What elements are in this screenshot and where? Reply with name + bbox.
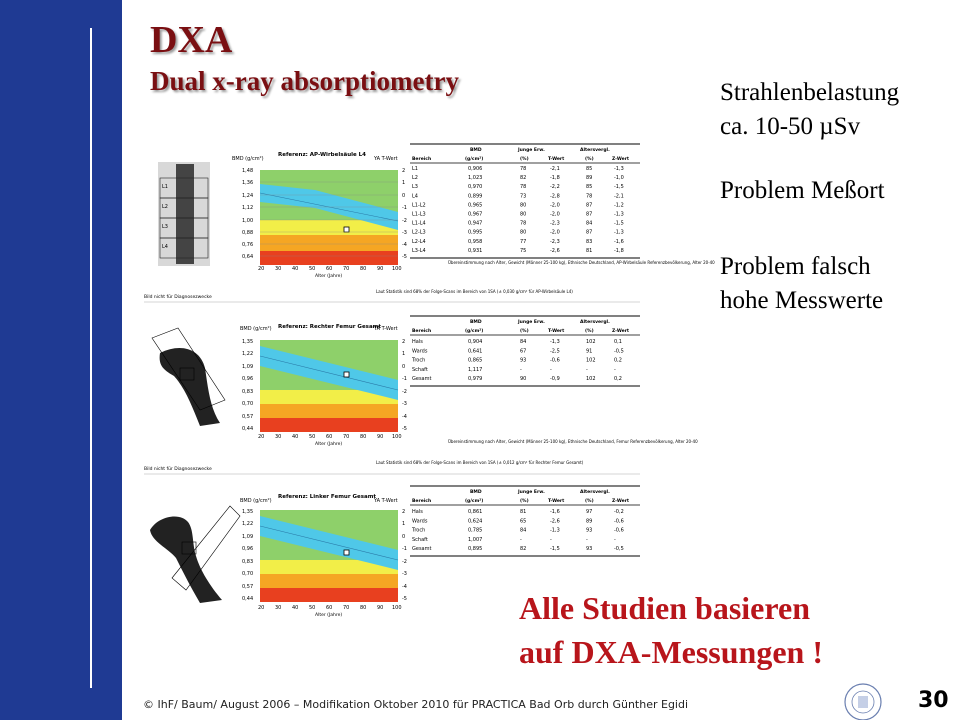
right-femur-chart-title: Referenz: Rechter Femur Gesamt bbox=[278, 324, 382, 330]
rf-ytick: 0,96 bbox=[242, 376, 254, 382]
spine-ytick: 1,48 bbox=[242, 168, 254, 174]
rf-xtick: 20 bbox=[258, 434, 265, 440]
table-cell: 75 bbox=[520, 247, 527, 254]
table-cell: - bbox=[550, 536, 552, 543]
table-cell: 0,895 bbox=[468, 546, 483, 553]
lf-ttick: -1 bbox=[402, 546, 407, 552]
spine-ytick: 0,76 bbox=[242, 242, 254, 248]
table-cell: 1,023 bbox=[468, 175, 483, 182]
svg-text:BMD: BMD bbox=[470, 490, 482, 495]
table-cell: Troch bbox=[412, 527, 426, 534]
table-cell: Gesamt bbox=[412, 376, 432, 383]
table-cell: 89 bbox=[586, 518, 593, 525]
left-femur-results-table bbox=[410, 486, 640, 556]
table-cell: 102 bbox=[586, 357, 596, 364]
table-cell: 67 bbox=[520, 348, 527, 355]
spine-patient-marker bbox=[344, 227, 349, 232]
table-cell: 102 bbox=[586, 339, 596, 345]
right-femur-patient-marker bbox=[344, 372, 349, 377]
spine-xtick: 90 bbox=[377, 266, 384, 272]
table-cell: 85 bbox=[586, 184, 593, 191]
rf-ttick: 2 bbox=[402, 339, 406, 345]
conclusion-line: auf DXA-Messungen ! bbox=[519, 634, 823, 670]
table-cell: L3 bbox=[412, 184, 418, 191]
table-cell: 0,2 bbox=[614, 357, 622, 364]
table-cell: -2,0 bbox=[550, 202, 560, 209]
right-femur-band-orange bbox=[260, 404, 398, 418]
footer-copyright: © IhF/ Baum/ August 2006 – Modifikation Oktober 2010 für PRACTICA Bad Orb durch Günther Egidi bbox=[143, 698, 689, 711]
table-cell: 1,007 bbox=[468, 536, 483, 543]
rf-ytick: 0,57 bbox=[242, 414, 254, 420]
svg-text:Z-Wert: Z-Wert bbox=[612, 329, 630, 334]
spine-xlabel: Alter (Jahre) bbox=[315, 274, 343, 279]
lf-ytick: 1,35 bbox=[242, 509, 254, 515]
rf-xtick: 80 bbox=[360, 434, 367, 440]
table-cell: 80 bbox=[520, 202, 527, 209]
table-cell: 81 bbox=[586, 247, 593, 254]
spine-col-header: Bereich bbox=[412, 157, 432, 162]
table-cell: 87 bbox=[586, 229, 593, 236]
table-cell: 87 bbox=[586, 211, 593, 218]
table-cell: Wards bbox=[412, 348, 428, 355]
table-cell: 81 bbox=[520, 509, 527, 515]
spine-footnote1: Übereinstimmung nach Alter, Gewicht (Männer 25-100 kg), Ethnische Deutschland, AP-Wirbelsäule Referenzbevölkerung, Alter 20-40 bbox=[448, 260, 715, 265]
spine-xtick: 60 bbox=[326, 266, 333, 272]
rf-xtick: 70 bbox=[343, 434, 350, 440]
right-femur-tscore-label: YA T-Wert bbox=[374, 326, 398, 332]
table-cell: 80 bbox=[520, 229, 527, 236]
table-cell: 91 bbox=[586, 348, 593, 355]
table-cell: -1,5 bbox=[614, 184, 624, 191]
rf-ytick: 0,83 bbox=[242, 389, 254, 395]
right-femur-results-table bbox=[376, 316, 698, 465]
svg-text:(%): (%) bbox=[585, 157, 594, 162]
table-cell: 78 bbox=[520, 220, 527, 227]
table-cell: 93 bbox=[586, 546, 593, 553]
table-cell: -0,6 bbox=[614, 527, 624, 534]
spine-ttick: 2 bbox=[402, 168, 406, 174]
right-femur-band-red bbox=[260, 418, 398, 432]
rf-ytick: 1,35 bbox=[242, 339, 254, 345]
lf-ttick: 1 bbox=[402, 521, 406, 527]
table-cell: -2,8 bbox=[550, 193, 560, 200]
table-cell: - bbox=[586, 536, 588, 543]
conclusion-line: Alle Studien basieren bbox=[519, 590, 810, 626]
lf-ttick: -2 bbox=[402, 559, 407, 565]
spine-results-table bbox=[376, 144, 715, 294]
svg-text:(g/cm²): (g/cm²) bbox=[465, 329, 484, 334]
table-cell: Schaft bbox=[412, 366, 428, 373]
table-cell: Troch bbox=[412, 357, 426, 364]
rf-ttick: 1 bbox=[402, 351, 406, 357]
table-cell: - bbox=[586, 366, 588, 373]
lf-ytick: 0,83 bbox=[242, 559, 254, 565]
rf-xtick: 100 bbox=[392, 434, 402, 440]
table-cell: -1,3 bbox=[614, 166, 624, 172]
table-cell: -2,3 bbox=[550, 220, 560, 227]
table-cell: 78 bbox=[586, 193, 593, 200]
table-cell: L3-L4 bbox=[412, 247, 426, 254]
lf-ttick: -5 bbox=[402, 596, 407, 602]
institute-seal-logo bbox=[838, 680, 888, 720]
table-cell: -2,2 bbox=[550, 184, 560, 191]
table-cell: 90 bbox=[520, 376, 527, 383]
spine-band-red bbox=[260, 251, 398, 265]
table-cell: 0,904 bbox=[468, 339, 483, 345]
svg-text:Z-Wert: Z-Wert bbox=[612, 157, 630, 162]
right-femur-bmd-axis-label: BMD (g/cm²) bbox=[240, 326, 272, 332]
table-cell: 0,2 bbox=[614, 376, 622, 383]
table-cell: -0,6 bbox=[614, 518, 624, 525]
spine-chart-title: Referenz: AP-Wirbelsäule L4 bbox=[278, 152, 366, 158]
table-cell: -0,6 bbox=[550, 357, 560, 364]
left-femur-chart-title: Referenz: Linker Femur Gesamt bbox=[278, 494, 377, 500]
table-cell: -1,3 bbox=[550, 339, 560, 345]
table-cell: -2,3 bbox=[550, 238, 560, 245]
table-cell: 78 bbox=[520, 166, 527, 172]
svg-text:Altersvergl.: Altersvergl. bbox=[580, 320, 610, 325]
spine-xtick: 20 bbox=[258, 266, 265, 272]
table-cell: 83 bbox=[586, 238, 593, 245]
svg-text:BMD: BMD bbox=[470, 320, 482, 325]
table-cell: -1,3 bbox=[550, 527, 560, 534]
rf-ttick: -4 bbox=[402, 414, 407, 420]
table-cell: -0,5 bbox=[614, 546, 624, 553]
rf-ttick: -2 bbox=[402, 389, 407, 395]
left-femur-band-red bbox=[260, 588, 398, 602]
table-cell: 85 bbox=[586, 166, 593, 172]
table-cell: Wards bbox=[412, 518, 428, 525]
rf-ytick: 1,09 bbox=[242, 364, 254, 370]
table-cell: 65 bbox=[520, 518, 527, 525]
rf-xtick: 40 bbox=[292, 434, 299, 440]
table-cell: - bbox=[614, 366, 616, 373]
svg-text:(%): (%) bbox=[585, 499, 594, 504]
svg-text:(%): (%) bbox=[520, 157, 529, 162]
table-cell: -2,0 bbox=[550, 211, 560, 218]
table-cell: L2 bbox=[412, 175, 418, 182]
lf-col-header: Bereich bbox=[412, 499, 432, 504]
note-location: Problem Meßort bbox=[720, 177, 885, 204]
svg-text:Junge Erw.: Junge Erw. bbox=[518, 320, 545, 325]
svg-text:(%): (%) bbox=[520, 329, 529, 334]
rf-xtick: 50 bbox=[309, 434, 316, 440]
slide-title: DXA bbox=[150, 19, 233, 61]
lf-ttick: 2 bbox=[402, 509, 406, 515]
lf-ytick: 0,70 bbox=[242, 571, 254, 577]
spine-column-shape bbox=[176, 164, 194, 264]
spine-xtick: 100 bbox=[392, 266, 402, 272]
table-cell: 97 bbox=[586, 509, 593, 515]
table-cell: 0,865 bbox=[468, 357, 483, 364]
table-cell: Hals bbox=[412, 339, 423, 345]
spine-xtick: 30 bbox=[275, 266, 282, 272]
lf-ytick: 0,96 bbox=[242, 546, 254, 552]
lf-ttick: -3 bbox=[402, 571, 407, 577]
lf-ytick: 0,57 bbox=[242, 584, 254, 590]
spine-ytick: 1,00 bbox=[242, 218, 254, 224]
table-cell: -2,0 bbox=[550, 229, 560, 236]
spine-xtick: 40 bbox=[292, 266, 299, 272]
table-cell: - bbox=[520, 536, 522, 543]
table-cell: -2,1 bbox=[614, 193, 624, 200]
spine-ytick: 1,12 bbox=[242, 205, 254, 211]
table-cell: -0,5 bbox=[614, 348, 624, 355]
table-cell: -2,6 bbox=[550, 247, 560, 254]
lf-xtick: 30 bbox=[275, 605, 282, 611]
rf-ytick: 0,44 bbox=[242, 426, 254, 432]
table-cell: 0,906 bbox=[468, 166, 483, 172]
svg-text:BMD: BMD bbox=[470, 148, 482, 153]
spine-ytick: 1,24 bbox=[242, 193, 254, 199]
svg-text:(%): (%) bbox=[520, 499, 529, 504]
svg-text:T-Wert: T-Wert bbox=[548, 499, 565, 504]
spine-tscore-label: YA T-Wert bbox=[374, 156, 398, 162]
left-femur-band-orange bbox=[260, 574, 398, 588]
table-cell: 78 bbox=[520, 184, 527, 191]
table-cell: 73 bbox=[520, 193, 527, 200]
lf-xtick: 20 bbox=[258, 605, 265, 611]
right-femur-report bbox=[144, 316, 698, 474]
table-cell: - bbox=[550, 366, 552, 373]
table-cell: -1,6 bbox=[614, 238, 624, 245]
table-cell: 0,624 bbox=[468, 518, 483, 525]
table-cell: -0,2 bbox=[614, 509, 624, 515]
lf-xtick: 70 bbox=[343, 605, 350, 611]
table-cell: 0,995 bbox=[468, 229, 483, 236]
lf-ytick: 1,09 bbox=[242, 534, 254, 540]
table-cell: Hals bbox=[412, 509, 423, 515]
rf-xtick: 90 bbox=[377, 434, 384, 440]
table-cell: 82 bbox=[520, 175, 527, 182]
rf-ttick: -3 bbox=[402, 401, 407, 407]
svg-text:Z-Wert: Z-Wert bbox=[612, 499, 630, 504]
note-line: ca. 10-50 µSv bbox=[720, 113, 861, 140]
lf-xtick: 100 bbox=[392, 605, 402, 611]
table-cell: 87 bbox=[586, 202, 593, 209]
svg-text:Junge Erw.: Junge Erw. bbox=[518, 148, 545, 153]
table-cell: L1-L3 bbox=[412, 211, 426, 218]
table-cell: L4 bbox=[412, 193, 418, 200]
spine-ttick: 1 bbox=[402, 180, 406, 186]
left-femur-bmd-axis-label: BMD (g/cm²) bbox=[240, 498, 272, 504]
conclusion-text bbox=[519, 586, 823, 674]
svg-text:Altersvergl.: Altersvergl. bbox=[580, 490, 610, 495]
svg-text:(g/cm²): (g/cm²) bbox=[465, 499, 484, 504]
svg-text:(g/cm²): (g/cm²) bbox=[465, 157, 484, 162]
rf-ytick: 1,22 bbox=[242, 351, 254, 357]
spine-ttick: -5 bbox=[402, 254, 407, 260]
spine-bmd-axis-label: BMD (g/cm²) bbox=[232, 156, 264, 162]
table-cell: -0,9 bbox=[550, 376, 560, 383]
note-line: Problem falsch bbox=[720, 253, 871, 280]
left-femur-patient-marker bbox=[344, 550, 349, 555]
spine-ytick: 0,88 bbox=[242, 230, 254, 236]
spine-xtick: 50 bbox=[309, 266, 316, 272]
note-false-high bbox=[720, 250, 883, 318]
table-cell: -2,6 bbox=[550, 518, 560, 525]
table-cell: 0,899 bbox=[468, 193, 483, 200]
spine-ytick: 1,36 bbox=[242, 180, 254, 186]
table-cell: 0,967 bbox=[468, 211, 483, 218]
spine-xtick: 70 bbox=[343, 266, 350, 272]
rf-xtick: 30 bbox=[275, 434, 282, 440]
table-cell: 0,931 bbox=[468, 247, 483, 254]
table-cell: 0,965 bbox=[468, 202, 483, 209]
rf-col-header: Bereich bbox=[412, 329, 432, 334]
spine-ttick: -4 bbox=[402, 242, 407, 248]
table-cell: 80 bbox=[520, 211, 527, 218]
table-cell: 93 bbox=[520, 357, 527, 364]
table-cell: 0,785 bbox=[468, 527, 483, 534]
right-femur-xlabel: Alter (Jahre) bbox=[315, 442, 343, 447]
table-cell: -1,6 bbox=[550, 509, 560, 515]
svg-text:L2: L2 bbox=[162, 204, 168, 210]
rf-ttick: 0 bbox=[402, 364, 406, 370]
table-cell: -1,3 bbox=[614, 211, 624, 218]
page-number: 30 bbox=[918, 688, 949, 713]
table-cell: -1,8 bbox=[550, 175, 560, 182]
table-cell: Gesamt bbox=[412, 546, 432, 553]
table-cell: L1 bbox=[412, 166, 418, 172]
sidebar-divider-line bbox=[90, 28, 92, 688]
table-cell: -1,5 bbox=[550, 546, 560, 553]
table-cell: - bbox=[614, 536, 616, 543]
left-femur-tscore-label: YA T-Wert bbox=[374, 498, 398, 504]
spine-band-orange bbox=[260, 235, 398, 251]
table-cell: - bbox=[520, 366, 522, 373]
svg-text:Altersvergl.: Altersvergl. bbox=[580, 148, 610, 153]
table-cell: 82 bbox=[520, 546, 527, 553]
note-radiation bbox=[720, 76, 899, 144]
table-cell: -1,5 bbox=[614, 220, 624, 227]
table-cell: 1,117 bbox=[468, 366, 483, 373]
table-cell: L2-L4 bbox=[412, 238, 426, 245]
lf-xtick: 60 bbox=[326, 605, 333, 611]
lf-ytick: 1,22 bbox=[242, 521, 254, 527]
table-cell: L2-L3 bbox=[412, 229, 426, 236]
lf-ttick: -4 bbox=[402, 584, 407, 590]
lf-ttick: 0 bbox=[402, 534, 406, 540]
right-femur-footnote1: Übereinstimmung nach Alter, Gewicht (Männer 25-100 kg), Ethnische Deutschland, Femur Referenzbevölkerung, Alter 20-40 bbox=[448, 439, 698, 444]
right-femur-footnote2: Laut Statistik sind 68% der Folge-Scans im Bereich von 1SA (± 0,012 g/cm² für Rechter Femur Gesamt) bbox=[376, 460, 584, 465]
table-cell: 77 bbox=[520, 238, 527, 245]
rf-ttick: -5 bbox=[402, 426, 407, 432]
table-cell: L1-L2 bbox=[412, 202, 426, 209]
svg-text:Junge Erw.: Junge Erw. bbox=[518, 490, 545, 495]
svg-text:L1: L1 bbox=[162, 184, 168, 190]
rf-xtick: 60 bbox=[326, 434, 333, 440]
spine-footnote2: Laut Statistik sind 68% der Folge-Scans im Bereich von 1SA (± 0,030 g/cm² für AP-Wirbelsäule L4) bbox=[376, 289, 573, 294]
table-cell: 93 bbox=[586, 527, 593, 534]
table-cell: -1,0 bbox=[614, 175, 624, 182]
table-cell: 84 bbox=[586, 220, 593, 227]
table-cell: 102 bbox=[586, 376, 596, 383]
lf-xtick: 80 bbox=[360, 605, 367, 611]
table-cell: 0,970 bbox=[468, 184, 483, 191]
table-cell: -2,5 bbox=[550, 348, 560, 355]
table-cell: 0,947 bbox=[468, 220, 483, 227]
table-cell: 0,1 bbox=[614, 339, 622, 345]
svg-text:L3: L3 bbox=[162, 224, 168, 230]
table-cell: -1,3 bbox=[614, 229, 624, 236]
spine-report bbox=[144, 144, 715, 302]
note-line: hohe Messwerte bbox=[720, 287, 884, 314]
table-cell: 0,979 bbox=[468, 376, 483, 383]
lf-xtick: 40 bbox=[292, 605, 299, 611]
left-sidebar bbox=[0, 0, 122, 720]
right-femur-diagnostic-note: Bild nicht für Diagnosezwecke bbox=[144, 467, 212, 472]
note-line: Strahlenbelastung bbox=[720, 79, 900, 106]
table-cell: 84 bbox=[520, 527, 527, 534]
rf-ttick: -1 bbox=[402, 376, 407, 382]
svg-text:(%): (%) bbox=[585, 329, 594, 334]
table-cell: -1,8 bbox=[614, 247, 624, 254]
table-cell: -1,2 bbox=[614, 202, 624, 209]
spine-ttick: 0 bbox=[402, 193, 406, 199]
svg-text:L4: L4 bbox=[162, 244, 168, 250]
table-cell: 89 bbox=[586, 175, 593, 182]
left-femur-xlabel: Alter (Jahre) bbox=[315, 613, 343, 618]
spine-ttick: -1 bbox=[402, 205, 407, 211]
lf-xtick: 50 bbox=[309, 605, 316, 611]
spine-ttick: -3 bbox=[402, 230, 407, 236]
table-cell: -2,1 bbox=[550, 166, 560, 172]
slide-subtitle: Dual x-ray absorptiometry bbox=[150, 66, 459, 96]
table-cell: L1-L4 bbox=[412, 220, 426, 227]
table-cell: 0,861 bbox=[468, 509, 483, 515]
svg-text:T-Wert: T-Wert bbox=[548, 329, 565, 334]
table-cell: 84 bbox=[520, 339, 527, 345]
spine-ttick: -2 bbox=[402, 218, 407, 224]
svg-text:T-Wert: T-Wert bbox=[548, 157, 565, 162]
table-cell: Schaft bbox=[412, 536, 428, 543]
table-cell: 0,958 bbox=[468, 238, 483, 245]
spine-ytick: 0,64 bbox=[242, 254, 254, 260]
spine-diagnostic-note: Bild nicht für Diagnosezwecke bbox=[144, 295, 212, 300]
lf-ytick: 0,44 bbox=[242, 596, 254, 602]
lf-xtick: 90 bbox=[377, 605, 384, 611]
rf-ytick: 0,70 bbox=[242, 401, 254, 407]
table-cell: 0,641 bbox=[468, 348, 483, 355]
spine-xtick: 80 bbox=[360, 266, 367, 272]
